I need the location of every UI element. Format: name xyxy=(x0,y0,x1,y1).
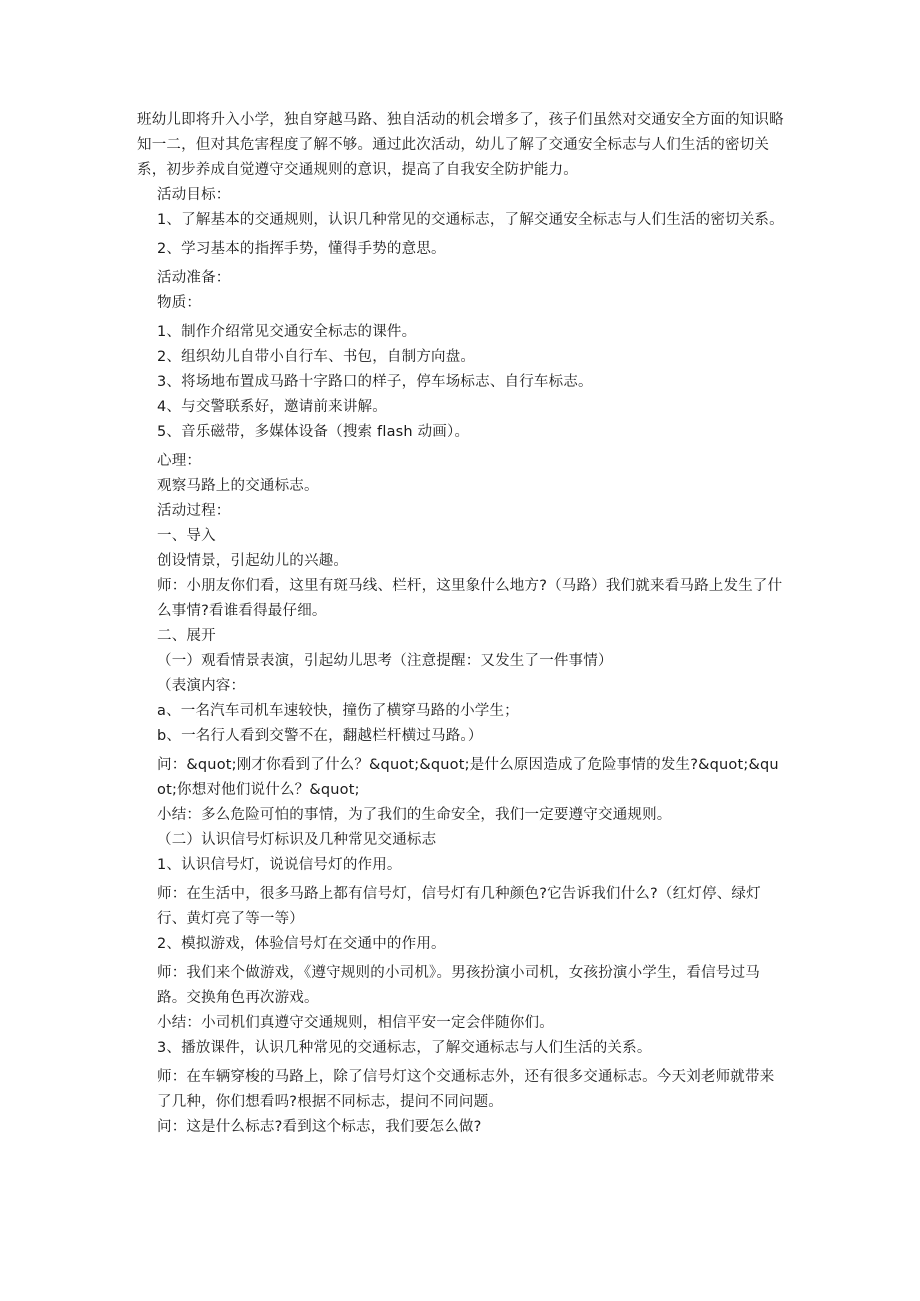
preparation-item: 5、音乐磁带，多媒体设备（搜索 flash 动画）。 xyxy=(157,424,470,440)
psychological-item: 观察马路上的交通标志。 xyxy=(157,478,319,494)
step-heading-intro: 一、导入 xyxy=(157,528,216,544)
preparation-item: 2、组织幼儿自带小自行车、书包，自制方向盘。 xyxy=(157,349,476,365)
teacher-dialogue: 师：我们来个做游戏，《遵守规则的小司机》。男孩扮演小司机，女孩扮演小学生，看信号过马路。交换角色再次游戏。 xyxy=(157,965,760,1006)
teacher-dialogue: 师：小朋友你们看，这里有斑马线、栏杆，这里象什么地方?（马路）我们就来看马路上发生了什么事情?看谁看得最仔细。 xyxy=(157,578,783,619)
sub-step-heading: （一）观看情景表演，引起幼儿思考（注意提醒：又发生了一件事情） xyxy=(157,653,613,669)
performance-item: a、一名汽车司机车速较快，撞伤了横穿马路的小学生； xyxy=(157,703,519,719)
subheading-psychological: 心理： xyxy=(157,453,202,469)
goal-item: 2、学习基本的指挥手势，懂得手势的意思。 xyxy=(157,241,446,257)
step-item: 3、播放课件，认识几种常见的交通标志，了解交通标志与人们生活的关系。 xyxy=(157,1040,652,1056)
step-text: 创设情景，引起幼儿的兴趣。 xyxy=(157,553,349,569)
intro-paragraph: 班幼儿即将升入小学，独自穿越马路、独自活动的机会增多了，孩子们虽然对交通安全方面的知识略知一二，但对其危害程度了解不够。通过此次活动，幼儿了解了交通安全标志与人们生活的密切关系，初步养成自觉遵守交通规则的意识，提高了自我安全防护能力。 xyxy=(137,112,784,178)
document-body xyxy=(137,108,787,1140)
performance-item: b、一名行人看到交警不在，翻越栏杆横过马路。） xyxy=(157,728,483,744)
step-item: 1、认识信号灯，说说信号灯的作用。 xyxy=(157,857,402,873)
section-heading-goals: 活动目标： xyxy=(157,187,231,203)
preparation-item: 3、将场地布置成马路十字路口的样子，停车场标志、自行车标志。 xyxy=(157,374,593,390)
sub-step-heading: （二）认识信号灯标识及几种常见交通标志 xyxy=(157,832,437,848)
subheading-materials: 物质： xyxy=(157,295,202,311)
performance-heading: （表演内容： xyxy=(157,678,246,694)
teacher-dialogue: 师：在车辆穿梭的马路上，除了信号灯这个交通标志外，还有很多交通标志。今天刘老师就带来了几种，你们想看吗?根据不同标志，提问不同问题。 xyxy=(157,1069,775,1110)
summary-text: 小结：小司机们真遵守交通规则，相信平安一定会伴随你们。 xyxy=(157,1015,554,1031)
summary-text: 小结：多么危险可怕的事情，为了我们的生命安全，我们一定要遵守交通规则。 xyxy=(157,807,672,823)
preparation-item: 4、与交警联系好，邀请前来讲解。 xyxy=(157,399,387,415)
step-item: 2、模拟游戏，体验信号灯在交通中的作用。 xyxy=(157,936,446,952)
step-heading-expand: 二、展开 xyxy=(157,628,216,644)
preparation-item: 1、制作介绍常见交通安全标志的课件。 xyxy=(157,324,417,340)
goal-item: 1、了解基本的交通规则，认识几种常见的交通标志，了解交通安全标志与人们生活的密切关系。 xyxy=(157,212,784,228)
section-heading-preparation: 活动准备： xyxy=(157,270,231,286)
question-text: 问：&quot;刚才你看到了什么？&quot;&quot;是什么原因造成了危险事情的发生?&quot;&quot;你想对他们说什么？&quot; xyxy=(157,757,779,798)
section-heading-process: 活动过程： xyxy=(157,503,231,519)
teacher-dialogue: 师：在生活中，很多马路上都有信号灯，信号灯有几种颜色?它告诉我们什么?（红灯停、绿灯行、黄灯亮了等一等） xyxy=(157,886,761,927)
question-text: 问：这是什么标志?看到这个标志，我们要怎么做? xyxy=(157,1119,482,1135)
